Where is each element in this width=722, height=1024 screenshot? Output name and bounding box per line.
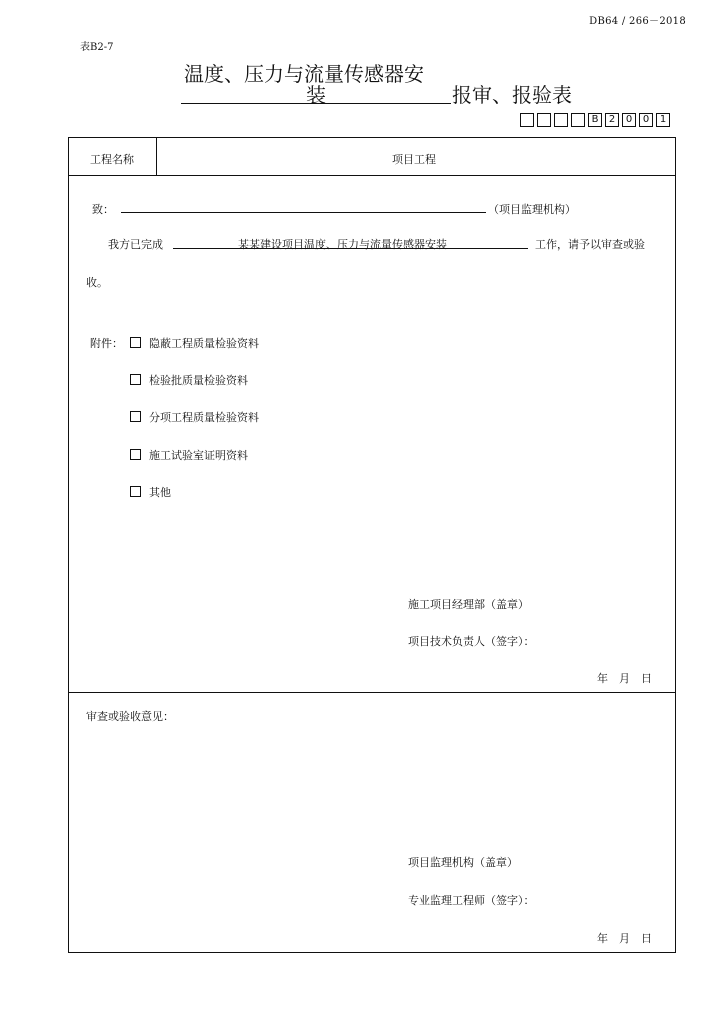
code-box: B: [588, 113, 602, 127]
review-date[interactable]: 年 月 日: [597, 932, 652, 945]
checkbox[interactable]: [130, 449, 141, 460]
review-opinion-label: 审查或验收意见：: [86, 710, 174, 723]
checkbox[interactable]: [130, 411, 141, 422]
contractor-date[interactable]: 年 月 日: [597, 672, 652, 685]
project-name-value[interactable]: 项目工程: [392, 153, 436, 166]
row-separator: [69, 175, 675, 176]
to-label: 致：: [92, 203, 114, 216]
form-title-line1: 温度、压力与流量传感器安: [184, 62, 424, 86]
code-box: [554, 113, 568, 127]
code-box: [571, 113, 585, 127]
attachment-label: 检验批质量检验资料: [149, 374, 248, 387]
to-suffix: （项目监理机构）: [488, 203, 576, 216]
form-table: [68, 137, 676, 953]
attachment-label: 施工试验室证明资料: [149, 449, 248, 462]
form-title-underlined-part: 装: [306, 83, 326, 107]
supervisor-engineer-signature[interactable]: 专业监理工程师（签字）：: [408, 894, 535, 907]
code-box: 2: [605, 113, 619, 127]
attachment-item[interactable]: [130, 335, 259, 351]
title-underline: [181, 103, 451, 104]
completed-suffix: 工作，请予以审查或验: [535, 238, 645, 251]
form-id: 表B2-7: [80, 42, 114, 53]
attachment-label: 分项工程质量检验资料: [149, 411, 259, 424]
attachment-label: 其他: [149, 486, 171, 499]
attachment-item[interactable]: [130, 484, 171, 500]
attachment-item[interactable]: [130, 372, 248, 388]
completed-work-value[interactable]: 某某建设项目温度、压力与流量传感器安装: [238, 238, 447, 251]
completed-prefix: 我方已完成: [108, 238, 163, 251]
code-box: 0: [639, 113, 653, 127]
code-box: 1: [656, 113, 670, 127]
code-box: 0: [622, 113, 636, 127]
attachments-label: 附件：: [90, 337, 123, 350]
to-field[interactable]: [121, 212, 486, 213]
section-separator: [69, 692, 675, 693]
checkbox[interactable]: [130, 374, 141, 385]
contractor-dept-seal: 施工项目经理部（盖章）: [408, 598, 529, 611]
row-divider: [156, 138, 157, 176]
project-name-label: 工程名称: [90, 153, 134, 166]
checkbox[interactable]: [130, 337, 141, 348]
attachment-label: 隐蔽工程质量检验资料: [149, 337, 259, 350]
tech-lead-signature[interactable]: 项目技术负责人（签字）：: [408, 635, 535, 648]
form-code-boxes: [520, 113, 670, 127]
supervisor-org-seal: 项目监理机构（盖章）: [408, 856, 518, 869]
completed-work-underline: [173, 248, 528, 249]
attachment-item[interactable]: [130, 447, 248, 463]
completed-continuation: 收。: [86, 276, 108, 289]
code-box: [520, 113, 534, 127]
checkbox[interactable]: [130, 486, 141, 497]
form-title-suffix: 报审、报验表: [452, 83, 572, 107]
standard-code: DB64 / 266－2018: [589, 16, 686, 27]
code-box: [537, 113, 551, 127]
attachment-item[interactable]: [130, 409, 259, 425]
